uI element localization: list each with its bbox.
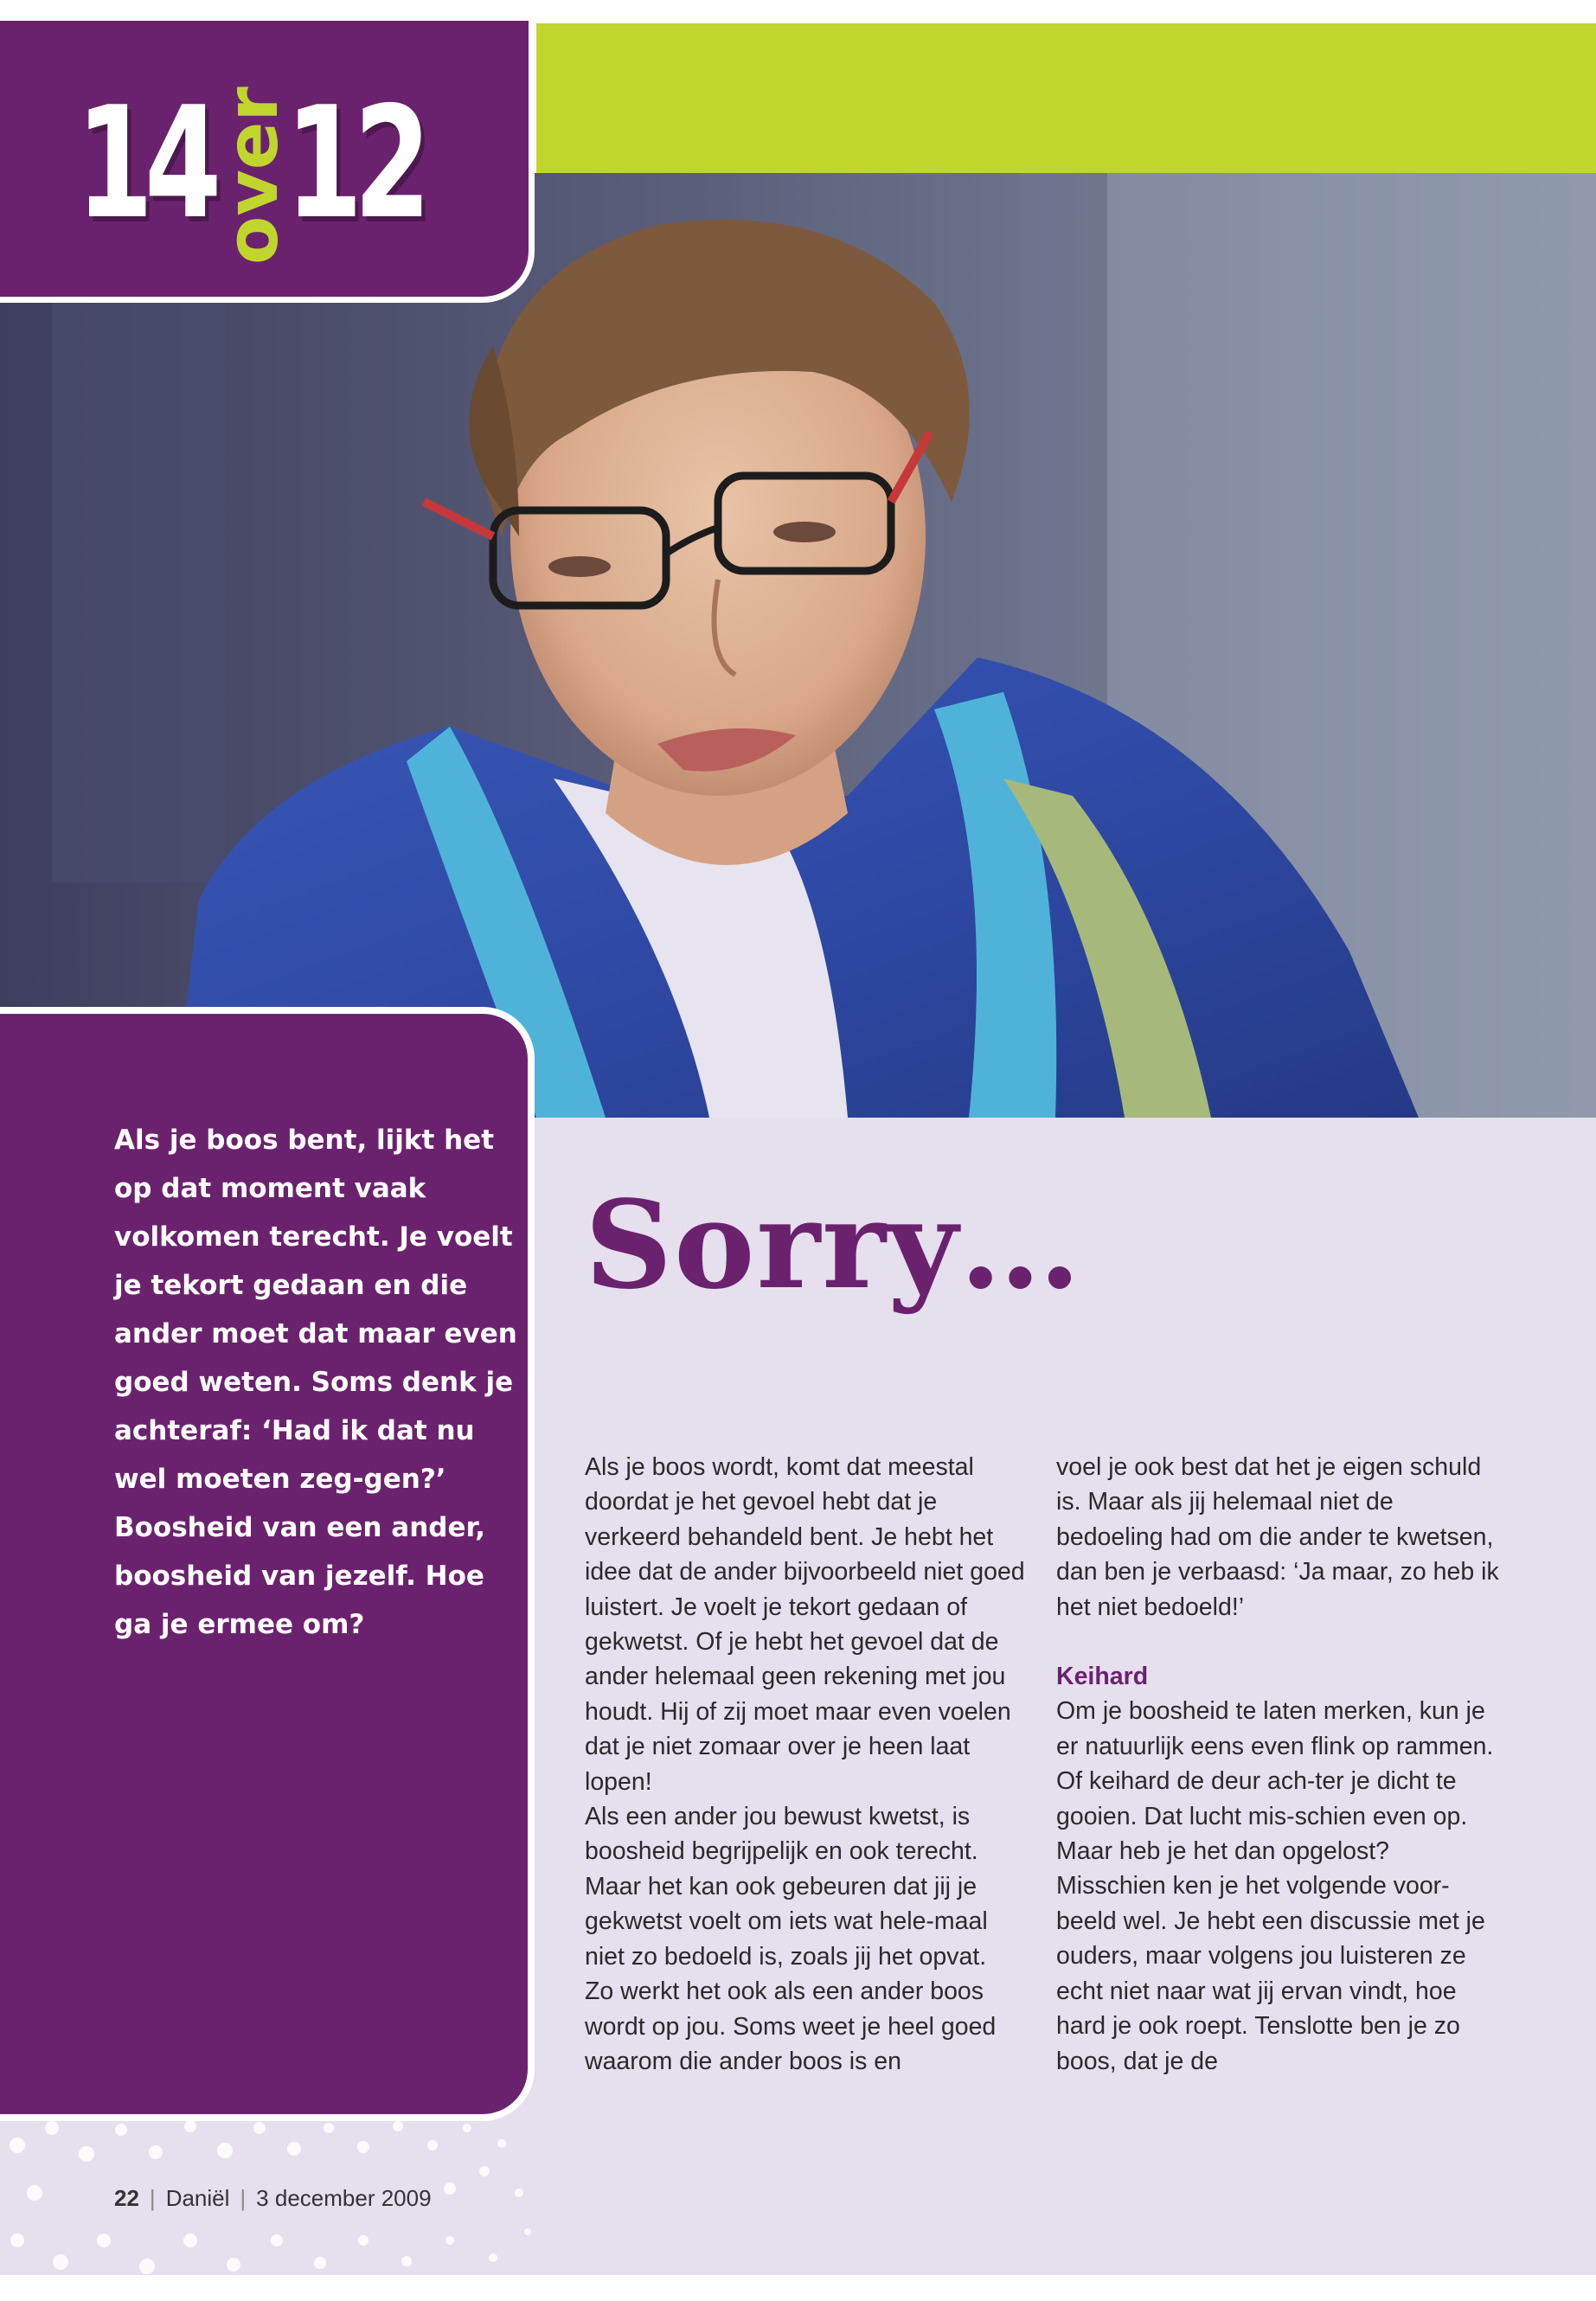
page-footer	[114, 2185, 432, 2212]
article-column-1	[585, 1450, 1030, 2079]
article-column-2	[1056, 1450, 1502, 2079]
header-accent-band	[536, 23, 1596, 175]
body-paragraph: Als een ander jou bewust kwetst, is boosheid begrijpelijk en ook terecht. Maar het kan ook gebeuren dat jij je gekwetst voelt om iets wat hele-maal niet zo bedoeld is, zoals jij het opvat.	[585, 1803, 988, 1971]
footer-separator: |	[240, 2185, 247, 2211]
logo-number-14: 14	[76, 74, 214, 253]
body-paragraph: voel je ook best dat het je eigen schuld is. Maar als jij helemaal niet de bedoeling had om die ander te kwetsen, dan ben je verbaasd: ‘Ja maar, zo heb ik het niet bedoeld!’	[1056, 1453, 1499, 1621]
page-number: 22	[114, 2185, 139, 2211]
issue-date: 3 december 2009	[256, 2185, 432, 2211]
section-logo	[0, 21, 535, 303]
body-paragraph: Zo werkt het ook als een ander boos wordt op jou. Soms weet je heel goed waarom die ander boos is en	[585, 1977, 997, 2075]
teenage-boy-photo	[0, 173, 1596, 1118]
section-subheading: Keihard	[1056, 1663, 1149, 1691]
logo-number-12: 12	[285, 74, 423, 253]
article-title: Sorry…	[585, 1175, 1083, 1317]
footer-separator: |	[149, 2185, 156, 2211]
intro-text: Als je boos bent, lijkt het op dat moment vaak volkomen terecht. Je voelt je tekort gedaan en die ander moet dat maar even goed weten. Soms denk je achteraf: ‘Had ik dat nu wel moeten zeg-gen?’ Boosheid van een ander, boosheid van jezelf. Hoe ga je ermee om?	[114, 1125, 517, 1640]
body-paragraph: Om je boosheid te laten merken, kun je er natuurlijk eens even flink op rammen. Of keihard de deur ach-ter je dicht te gooien. Dat lucht mis-schien even op. Maar heb je het dan opgelost?	[1056, 1697, 1494, 1866]
logo-word-over: over	[212, 87, 294, 265]
body-paragraph: Als je boos wordt, komt dat meestal doordat je het gevoel hebt dat je verkeerd behandeld bent. Je hebt het idee dat de ander bijvoorbeeld niet goed luistert. Je voelt je tekort gedaan of gekwetst. Of je hebt het gevoel dat de ander helemaal geen rekening met jou houdt. Hij of zij moet maar even voelen dat je niet zomaar over je heen laat lopen!	[585, 1453, 1025, 1796]
magazine-name: Daniël	[165, 2185, 230, 2211]
body-paragraph: Misschien ken je het volgende voor-beeld wel. Je hebt een discussie met je ouders, maar volgens jou luisteren ze echt niet naar wat jij ervan vindt, hoe hard je ook roept. Tenslotte ben je zo boos, dat je de	[1056, 1872, 1485, 2075]
